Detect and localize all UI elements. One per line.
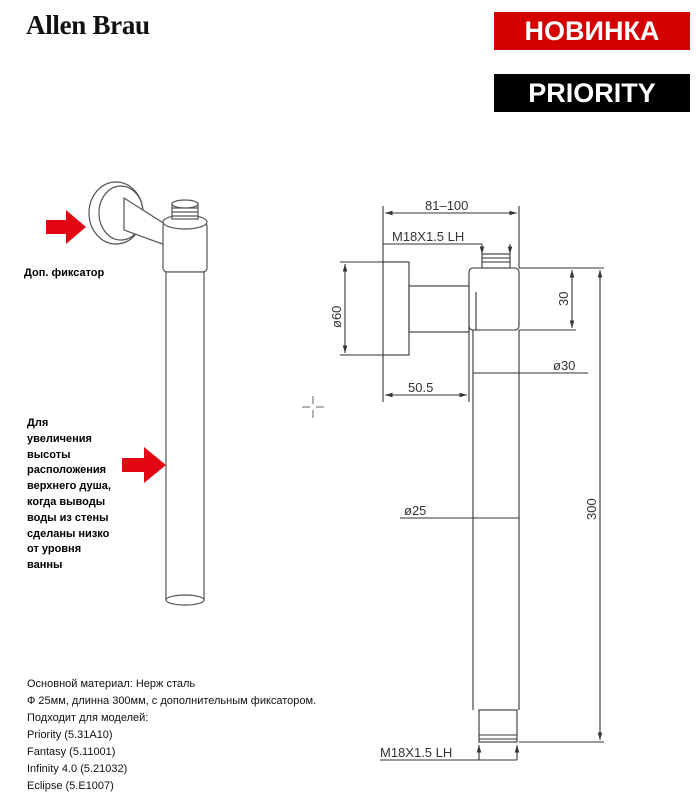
note-line: Для [27, 417, 49, 429]
note-line: верхнего душа, [27, 480, 111, 493]
note-line: от уровня [27, 543, 82, 556]
dim-offset: 50.5 [408, 380, 434, 395]
note-line: расположения [27, 464, 107, 477]
dim-flange-diameter: ø60 [329, 305, 344, 328]
spec-line: Подходит для моделей: [27, 712, 149, 724]
dim-pipe-diameter: ø25 [404, 503, 427, 518]
spec-line: Основной материал: Нерж сталь [27, 678, 196, 690]
dim-collar-diameter: ø30 [553, 358, 576, 373]
spec-line: Infinity 4.0 (5.21032) [27, 763, 128, 775]
spec-line: Ф 25мм, длинна 300мм, с дополнительным фиксатором. [27, 695, 317, 707]
dim-width-range: 81–100 [425, 198, 469, 213]
brand-logo: Allen Brau [26, 10, 150, 40]
dim-collar-height: 30 [556, 291, 571, 306]
note-line: ванны [27, 559, 63, 572]
series-badge: PRIORITY [494, 74, 690, 112]
new-badge: НОВИНКА [494, 12, 690, 50]
note-line: высоты [27, 448, 71, 461]
dim-thread-bottom: M18X1.5 LH [380, 745, 453, 760]
spec-line: Priority (5.31A10) [27, 729, 113, 741]
note-line: увеличения [27, 432, 92, 445]
dim-length: 300 [584, 498, 599, 520]
note-line: воды из стены [27, 511, 109, 524]
note-line: когда выводы [27, 495, 106, 508]
spec-line: Eclipse (5.E1007) [27, 780, 114, 792]
spec-line: Fantasy (5.11001) [27, 746, 116, 758]
spec-block [27, 676, 316, 795]
note-line: сделаны низко [27, 527, 110, 540]
dim-thread-top: M18X1.5 LH [392, 229, 465, 244]
fixator-label: Доп. фиксатор [24, 267, 105, 279]
